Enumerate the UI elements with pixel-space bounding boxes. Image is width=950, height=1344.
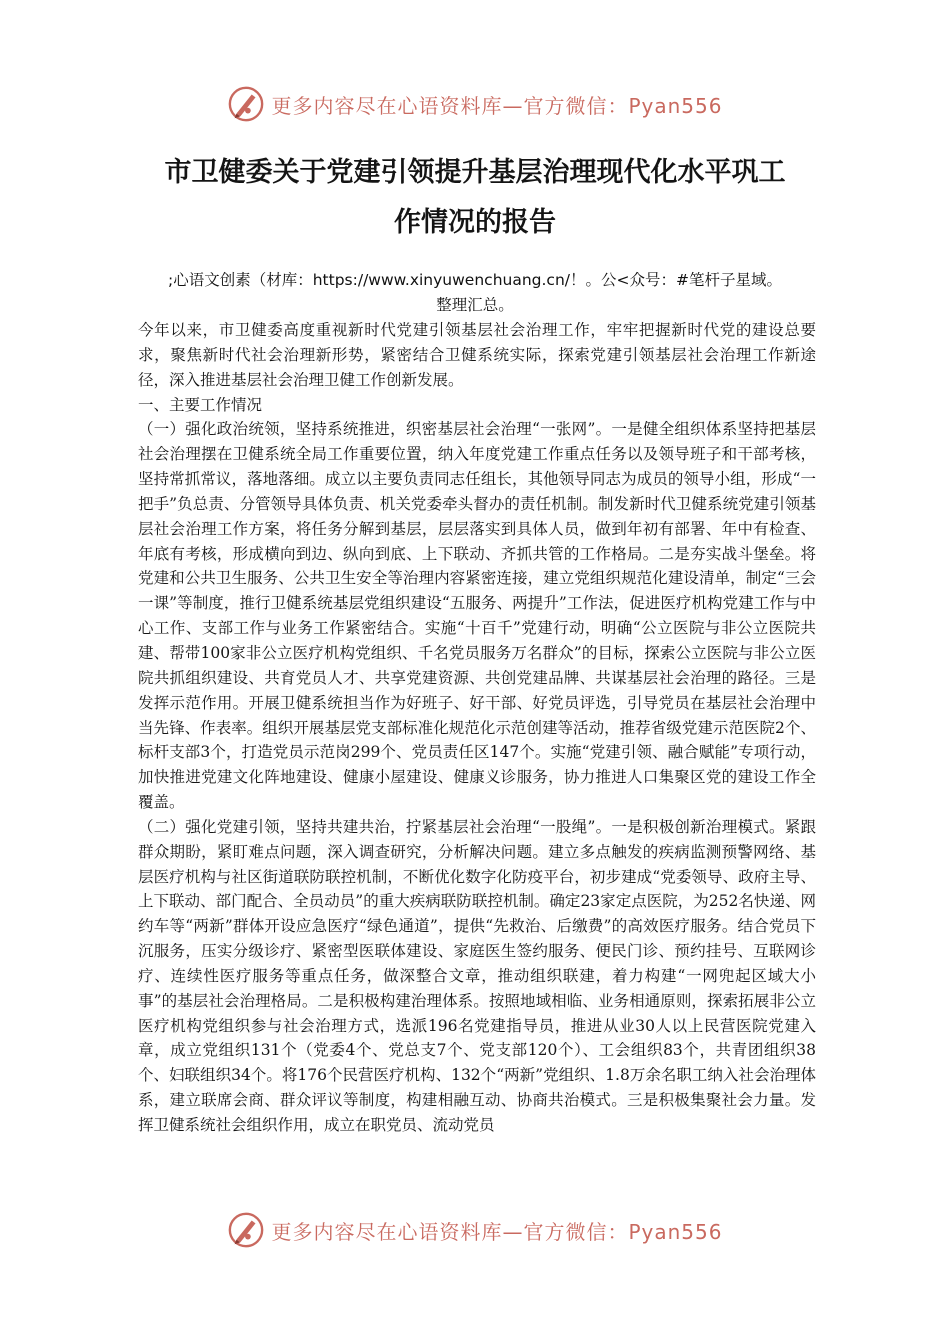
body-paragraph: （一）强化政治统领，坚持系统推进，织密基层社会治理“一张网”。一是健全组织体系坚持把基层社会治理摆在卫健系统全局工作重要位置，纳入年度党建工作重点任务以及领导班子和干部考核，坚持常抓常议，落地落细。成立以主要负责同志任组长，其他领导同志为成员的领导小组，形成“一把手”负总责、分管领导具体负责、机关党委牵头督办的责任机制。制发新时代卫健系统党建引领基层社会治理工作方案，将任务分解到基层，层层落实到具体人员，做到年初有部署、年中有检查、年底有考核，形成横向到边、纵向到底、上下联动、齐抓共管的工作格局。二是夯实战斗堡垒。将党建和公共卫生服务、公共卫生安全等治理内容紧密连接，建立党组织规范化建设清单，制定“三会一课”等制度，推行卫健系统基层党组织建设“五服务、两提升”工作法，促进医疗机构党建工作与中心工作、支部工作与业务工作紧密结合。实施“十百千”党建行动，明确“公立医院与非公立医院共建、帮带100家非公立医疗机构党组织、千名党员服务万名群众”的目标，探索公立医院与非公立医院共抓组织建设、共育党员人才、共享党建资源、共创党建品牌、共谋基层社会治理的路径。三是发挥示范作用。开展卫健系统担当作为好班子、好干部、好党员评选，引导党员在基层社会治理中当先锋、作表率。组织开展基层党支部标准化规范化示范创建等活动，推荐省级党建示范医院2个、标杆支部3个，打造党员示范岗299个、党员责任区147个。实施“党建引领、融合赋能”专项行动，加快推进党建文化阵地建设、健康小屋建设、健康义诊服务，协力推进人口集聚区党的建设工作全覆盖。 <box>138 420 816 812</box>
footer-watermark-banner <box>0 1208 950 1252</box>
pen-logo-icon <box>227 1211 265 1249</box>
watermark-text: 更多内容尽在心语资料库—官方微信：Pyan556 <box>271 93 723 118</box>
watermark-text: 更多内容尽在心语资料库—官方微信：Pyan556 <box>271 1219 723 1244</box>
section-heading: 一、主要工作情况 <box>138 395 263 414</box>
body-paragraph: （二）强化党建引领，坚持共建共治，拧紧基层社会治理“一股绳”。一是积极创新治理模式。紧跟群众期盼，紧盯难点问题，深入调查研究，分析解决问题。建立多点触发的疾病监测预警网络、基层医疗机构与社区街道联防联控机制，不断优化数字化防疫平台，初步建成“党委领导、政府主导、上下联动、部门配合、全员动员”的重大疾病联防联控机制。确定23家定点医院，为252名快递、网约车等“两新”群体开设应急医疗“绿色通道”，提供“先救治、后缴费”的高效医疗服务。结合党员下沉服务，压实分级诊疗、紧密型医联体建设、家庭医生签约服务、便民门诊、预约挂号、互联网诊疗、连续性医疗服务等重点任务，做深整合文章，推动组织联建，着力构建“一网兜起区域大小事”的基层社会治理格局。二是积极构建治理体系。按照地域相临、业务相通原则，探索拓展非公立医疗机构党组织参与社会治理方式，选派196名党建指导员，推进从业30人以上民营医院党建入章，成立党组织131个（党委4个、党总支7个、党支部120个）、工会组织83个，共青团组织38个、妇联组织34个。将176个民营医疗机构、132个“两新”党组织、1.8万余名职工纳入社会治理体系，建立联席会商、群众评议等制度，构建相融互动、协商共治模式。三是积极集聚社会力量。发挥卫健系统社会组织作用，成立在职党员、流动党员 <box>138 817 816 1134</box>
source-line: ;心语文创素（材库：https://www.xinyuwenchuang.cn/！。公<众号：#笔杆子星域。 <box>168 271 782 289</box>
source-line: 整理汇总。 <box>436 296 514 314</box>
title-line: 市卫健委关于党建引领提升基层治理现代化水平巩工 <box>164 157 786 188</box>
pen-logo-icon <box>227 85 265 123</box>
intro-paragraph: 今年以来，市卫健委高度重视新时代党建引领基层社会治理工作，牢牢把握新时代党的建设总要求，聚焦新时代社会治理新形势，紧密结合卫健系统实际，探索党建引领基层社会治理工作新途径，深入推进基层社会治理卫健工作创新发展。 <box>138 321 816 389</box>
title-line: 作情况的报告 <box>394 207 556 238</box>
header-watermark-banner <box>0 82 950 126</box>
document-title <box>130 148 820 248</box>
source-note <box>130 268 820 318</box>
document-body <box>138 318 816 1138</box>
